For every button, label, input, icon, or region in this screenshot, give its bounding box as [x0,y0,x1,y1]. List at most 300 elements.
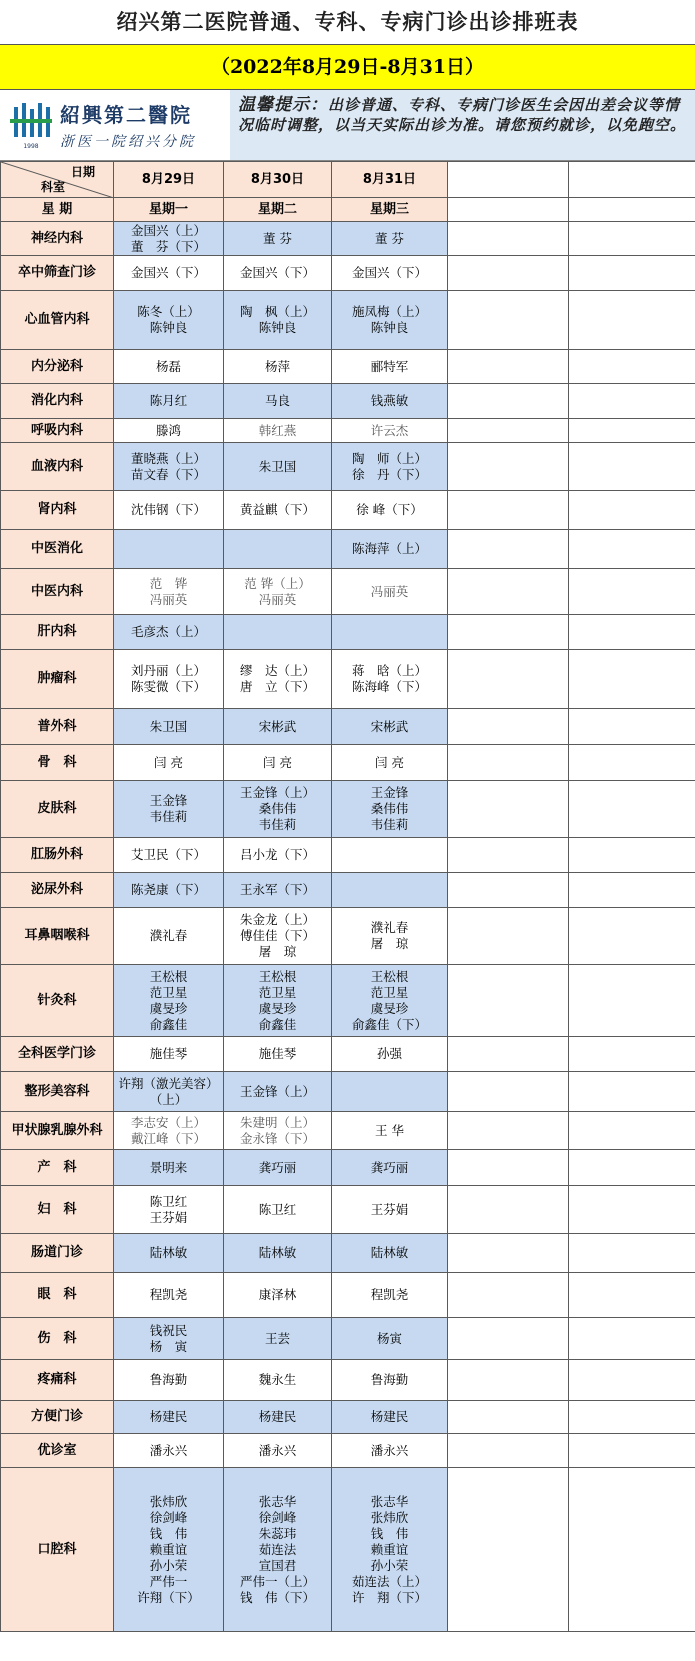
doctor-name: 俞鑫佳 [258,1016,297,1032]
dept-name: 甲状腺乳腺外科 [1,1112,114,1150]
empty-cell [448,1318,569,1360]
dept-name: 肠道门诊 [1,1234,114,1273]
doctor-name: 屠 琼 [258,944,297,959]
doctor-name: 钱 伟（下） [239,1589,315,1605]
schedule-row [1,1186,695,1234]
doctor-cell [332,350,448,384]
doctor-name: 陈卫红 [149,1193,188,1209]
dept-name: 消化内科 [1,384,114,419]
doctor-cell [332,443,448,491]
schedule-row [1,1468,695,1632]
doctor-cell [332,1468,448,1632]
empty-cell [569,1072,695,1112]
doctor-name: 孙强 [376,1046,402,1061]
dept-name: 方便门诊 [1,1401,114,1434]
date-cell [448,162,569,198]
doctor-name: 金国兴（下） [351,265,427,280]
doctor-cell [224,908,332,965]
doctor-cell [224,491,332,530]
doctor-cell [332,1234,448,1273]
doctor-name: 赖重谊 [370,1541,409,1557]
empty-cell [569,1468,695,1632]
schedule-row [1,1360,695,1401]
doctor-name: 茹连法 [258,1541,297,1557]
date-range-bar: （2022年8月29日-8月31日） [0,44,695,90]
doctor-name: 黄益麒（下） [239,502,315,517]
notice-box [230,90,695,160]
doctor-name: 傅佳佳（下） [239,928,315,943]
schedule-row [1,1072,695,1112]
doctor-cell [114,965,224,1037]
doctor-name: 缪 达（上） [239,663,315,678]
empty-cell [569,1273,695,1318]
doctor-name: 金国兴（上） [130,222,206,238]
doctor-name: 陈钟良 [258,320,297,335]
doctor-name: 朱蕊玮 [258,1525,297,1541]
empty-cell [448,491,569,530]
page-title: 绍兴第二医院普通、专科、专病门诊出诊排班表 [116,9,579,34]
doctor-cell [224,965,332,1037]
doctor-name: 陈冬（上） [137,304,200,319]
doctor-cell [224,650,332,709]
doctor-cell [114,1434,224,1468]
doctor-name: 王松根 [149,968,188,984]
doctor-cell [332,838,448,873]
doctor-name: 韦佳莉 [370,817,409,832]
schedule-row [1,709,695,745]
doctor-name: 闫 亮 [154,754,183,770]
doctor-name: 杨建民 [258,1409,297,1424]
doctor-name: 施佳琴 [258,1046,297,1061]
schedule-row [1,1112,695,1150]
doctor-name: 宋彬武 [258,718,297,734]
doctor-cell [332,965,448,1037]
empty-cell [448,1037,569,1072]
empty-cell [448,709,569,745]
dept-name: 妇 科 [1,1186,114,1234]
doctor-name: 朱金龙（上） [239,912,315,927]
empty-cell [569,569,695,615]
doctor-cell [114,491,224,530]
dept-name: 皮肤科 [1,781,114,838]
doctor-name: 赖重谊 [149,1541,188,1557]
dept-name: 心血管内科 [1,291,114,350]
dept-name: 血液内科 [1,443,114,491]
doctor-cell [114,1186,224,1234]
doctor-name: 王 华 [375,1122,404,1138]
doctor-cell [332,384,448,419]
doctor-cell [114,1072,224,1112]
date-label: 日期 [70,165,95,179]
empty-cell [569,350,695,384]
doctor-name: 王永军（下） [239,882,315,897]
doctor-cell [332,615,448,650]
schedule-row [1,1434,695,1468]
doctor-cell [332,745,448,781]
doctor-name: 王芸 [264,1330,290,1346]
doctor-name: 陈月红 [149,393,188,408]
empty-cell [569,838,695,873]
doctor-cell [224,569,332,615]
date-cell: 8月31日 [332,162,448,198]
doctor-cell [224,350,332,384]
schedule-row [1,650,695,709]
empty-cell [569,1234,695,1273]
doctor-name: 王松根 [258,968,297,984]
dept-name: 针灸科 [1,965,114,1037]
doctor-name: 滕鸿 [155,422,181,438]
doctor-name: 徐 峰（下） [356,502,423,517]
empty-cell [448,1468,569,1632]
doctor-name: 潘永兴 [258,1442,297,1458]
doctor-name: 鲁海勤 [149,1372,188,1387]
doctor-name: 吕小龙（下） [239,847,315,862]
schedule-row [1,569,695,615]
doctor-name: 董 芬（下） [130,238,206,254]
dept-name: 中医消化 [1,530,114,569]
doctor-cell [332,709,448,745]
doctor-name: 闫 亮 [375,754,404,770]
doctor-name: 张炜欣 [149,1493,188,1509]
doctor-cell [224,1150,332,1186]
empty-cell [448,350,569,384]
doctor-cell [224,530,332,569]
schedule-row [1,965,695,1037]
doctor-cell [224,1037,332,1072]
schedule-row [1,443,695,491]
empty-cell [569,709,695,745]
doctor-cell [114,1037,224,1072]
doctor-cell [224,745,332,781]
doctor-cell [332,419,448,443]
doctor-name: 鲁海勤 [370,1372,409,1387]
doctor-name: 陈钟良 [149,320,188,335]
doctor-cell [114,1318,224,1360]
weekday-cell: 星期二 [224,198,332,222]
schedule-row [1,419,695,443]
doctor-name: 朱建明（上） [239,1114,315,1130]
dept-name: 伤 科 [1,1318,114,1360]
empty-cell [569,384,695,419]
doctor-name: 张志华 [370,1493,409,1509]
dept-label: 科室 [41,180,66,194]
doctor-cell [114,291,224,350]
doctor-name: 陈钟良 [370,320,409,335]
doctor-name: 韩红燕 [258,422,297,438]
empty-cell [569,419,695,443]
weekday-label: 星 期 [1,198,114,222]
empty-cell [448,1186,569,1234]
empty-cell [448,615,569,650]
dept-name: 泌尿外科 [1,873,114,908]
weekday-cell [569,198,695,222]
doctor-cell [332,1401,448,1434]
doctor-name: 徐剑峰 [258,1509,297,1525]
empty-cell [569,1401,695,1434]
doctor-name: 潘永兴 [149,1442,188,1458]
empty-cell [569,256,695,291]
schedule-row [1,838,695,873]
doctor-cell [332,873,448,908]
empty-cell [569,443,695,491]
doctor-cell [224,419,332,443]
dept-name: 肝内科 [1,615,114,650]
schedule-row [1,1150,695,1186]
doctor-cell [114,615,224,650]
doctor-name: 朱卫国 [149,718,188,734]
dept-name: 骨 科 [1,745,114,781]
doctor-cell [224,838,332,873]
empty-cell [448,569,569,615]
empty-cell [569,1037,695,1072]
schedule-row [1,781,695,838]
doctor-cell [332,1273,448,1318]
doctor-cell [224,443,332,491]
doctor-cell [114,838,224,873]
doctor-cell [114,908,224,965]
schedule-row [1,1318,695,1360]
empty-cell [569,781,695,838]
doctor-cell [224,291,332,350]
corner-cell [1,162,114,198]
empty-cell [448,384,569,419]
doctor-cell [114,530,224,569]
hospital-subtitle: 浙医一院绍兴分院 [60,134,196,150]
schedule-row [1,745,695,781]
doctor-name: 杨寅 [376,1330,402,1346]
schedule-row [1,1234,695,1273]
doctor-cell [332,1318,448,1360]
empty-cell [569,291,695,350]
doctor-cell [114,709,224,745]
empty-cell [448,530,569,569]
doctor-cell [332,908,448,965]
doctor-name: 严伟一（上） [239,1573,315,1589]
empty-cell [569,615,695,650]
doctor-name: 陆林敏 [258,1245,297,1260]
doctor-name: 施佳琴 [149,1046,188,1061]
empty-cell [569,745,695,781]
doctor-name: 程凯尧 [149,1287,188,1302]
doctor-name: 李志安（上） [130,1114,206,1130]
schedule-row [1,350,695,384]
doctor-name: 王金锋 [370,785,409,800]
doctor-name: 张炜欣 [370,1509,409,1525]
empty-cell [448,291,569,350]
doctor-name: 虞旻珍 [149,1000,188,1016]
doctor-name: 陈尧康（下） [130,882,206,897]
doctor-name: 俞鑫佳 [149,1016,188,1032]
empty-cell [569,1186,695,1234]
doctor-cell [224,1468,332,1632]
doctor-cell [224,1186,332,1234]
empty-cell [448,965,569,1037]
notice-lead: 温馨提示： [238,95,328,115]
doctor-cell [224,781,332,838]
doctor-name: 钱祝民 [149,1322,188,1338]
doctor-name: 范卫星 [149,984,188,1000]
doctor-cell [224,1401,332,1434]
doctor-name: 陆林敏 [149,1245,188,1260]
dept-name: 优诊室 [1,1434,114,1468]
doctor-name: 金永锋（下） [239,1130,315,1146]
doctor-name: 戴江峰（下） [130,1130,206,1146]
doctor-name: 蒋 晗（上） [351,663,427,678]
schedule-row [1,908,695,965]
doctor-name: 艾卫民（下） [130,847,206,862]
doctor-cell [114,1234,224,1273]
empty-cell [569,965,695,1037]
dept-name: 神经内科 [1,222,114,256]
empty-cell [569,1318,695,1360]
schedule-row [1,384,695,419]
doctor-name: 杨建民 [149,1409,188,1424]
doctor-cell [224,1273,332,1318]
doctor-cell [224,1112,332,1150]
doctor-name: 桑伟伟 [370,801,409,816]
empty-cell [569,491,695,530]
doctor-name: 濮礼春 [370,920,409,935]
weekday-header-row [1,198,695,222]
doctor-cell [114,1273,224,1318]
doctor-name: 朱卫国 [258,458,297,474]
doctor-name: 王金锋 [149,793,188,808]
doctor-name: 程凯尧 [370,1287,409,1302]
doctor-name: 范卫星 [258,984,297,1000]
doctor-name: 马良 [264,393,290,408]
doctor-cell [332,569,448,615]
doctor-cell [224,615,332,650]
dept-name: 中医内科 [1,569,114,615]
doctor-name: 韦佳莉 [258,817,297,832]
doctor-name: 施凤梅（上） [351,304,427,319]
doctor-name: 龚巧丽 [370,1159,409,1175]
doctor-name: 钱 伟 [149,1525,188,1541]
doctor-cell [224,1360,332,1401]
doctor-name: 毛彦杰（上） [130,624,206,639]
dept-name: 全科医学门诊 [1,1037,114,1072]
empty-cell [569,873,695,908]
empty-cell [448,838,569,873]
empty-cell [448,1360,569,1401]
doctor-name: 钱 伟 [370,1525,409,1541]
doctor-name: 陈卫红 [258,1201,297,1217]
doctor-name: 陈雯微（下） [130,679,206,694]
doctor-name: 许 翔（下） [351,1589,427,1605]
empty-cell [569,908,695,965]
doctor-name: 杨建民 [370,1409,409,1424]
doctor-name: 王金锋（上） [239,785,315,800]
doctor-name: 苗文春（下） [130,466,206,482]
dept-name: 内分泌科 [1,350,114,384]
doctor-cell [332,1112,448,1150]
doctor-cell [114,569,224,615]
empty-cell [448,1112,569,1150]
doctor-cell [114,350,224,384]
doctor-name: 龚巧丽 [258,1159,297,1175]
doctor-cell [332,222,448,256]
empty-cell [569,1112,695,1150]
doctor-cell [332,256,448,291]
date-cell: 8月29日 [114,162,224,198]
doctor-cell [114,222,224,256]
doctor-name: 王金锋（上） [239,1083,315,1099]
doctor-name: 陆林敏 [370,1245,409,1260]
doctor-name: 杨萍 [264,358,290,374]
empty-cell [569,1360,695,1401]
doctor-cell [114,419,224,443]
doctor-name: 许云杰 [370,422,409,438]
notice-text: 出诊普通、专科、专病门诊医生会因出差会议等情况临时调整，以当天实际出诊为准。请您预约就诊，以免跑空。 [238,96,687,134]
doctor-cell [114,443,224,491]
empty-cell [448,1234,569,1273]
doctor-name: 茹连法（上） [351,1573,427,1589]
doctor-name: 濮礼春 [149,928,188,943]
doctor-cell [224,709,332,745]
doctor-name: 陈海萍（上） [351,541,427,556]
empty-cell [448,781,569,838]
dept-name: 眼 科 [1,1273,114,1318]
empty-cell [448,1273,569,1318]
doctor-cell [332,1150,448,1186]
doctor-name: 魏永生 [258,1372,297,1387]
doctor-name: 孙小荣 [149,1557,188,1573]
doctor-name: 王松根 [370,968,409,984]
doctor-name: 张志华 [258,1493,297,1509]
doctor-name: 范卫星 [370,984,409,1000]
doctor-name: 金国兴（下） [130,265,206,280]
schedule-row [1,873,695,908]
doctor-name: 俞鑫佳（下） [351,1016,427,1032]
empty-cell [448,908,569,965]
hospital-emblem-icon [8,99,54,151]
empty-cell [448,256,569,291]
doctor-name: 杨 寅 [149,1338,188,1354]
doctor-cell [332,1037,448,1072]
doctor-name: 虞旻珍 [370,1000,409,1016]
doctor-cell [332,1186,448,1234]
schedule-row [1,1037,695,1072]
doctor-name: 陈海峰（下） [351,679,427,694]
hospital-name: 紹興第二醫院 [60,103,192,127]
empty-cell [448,1072,569,1112]
doctor-name: 郦特军 [370,358,409,374]
doctor-name: 康泽林 [258,1287,297,1302]
doctor-cell [114,1401,224,1434]
date-cell: 8月30日 [224,162,332,198]
schedule-row [1,615,695,650]
doctor-name: 金国兴（下） [239,265,315,280]
doctor-cell [114,650,224,709]
dept-name: 呼吸内科 [1,419,114,443]
doctor-cell [114,873,224,908]
dept-name: 口腔科 [1,1468,114,1632]
doctor-name: 杨磊 [155,358,181,374]
empty-cell [569,650,695,709]
hospital-logo [0,90,230,160]
header-banner [0,90,695,161]
empty-cell [569,222,695,256]
empty-cell [448,1150,569,1186]
doctor-cell [224,384,332,419]
empty-cell [448,443,569,491]
dept-name: 卒中筛查门诊 [1,256,114,291]
doctor-name: 潘永兴 [370,1442,409,1458]
weekday-cell: 星期三 [332,198,448,222]
schedule-row [1,1273,695,1318]
doctor-name: 范 铧（上） [244,575,311,591]
doctor-cell [114,1468,224,1632]
